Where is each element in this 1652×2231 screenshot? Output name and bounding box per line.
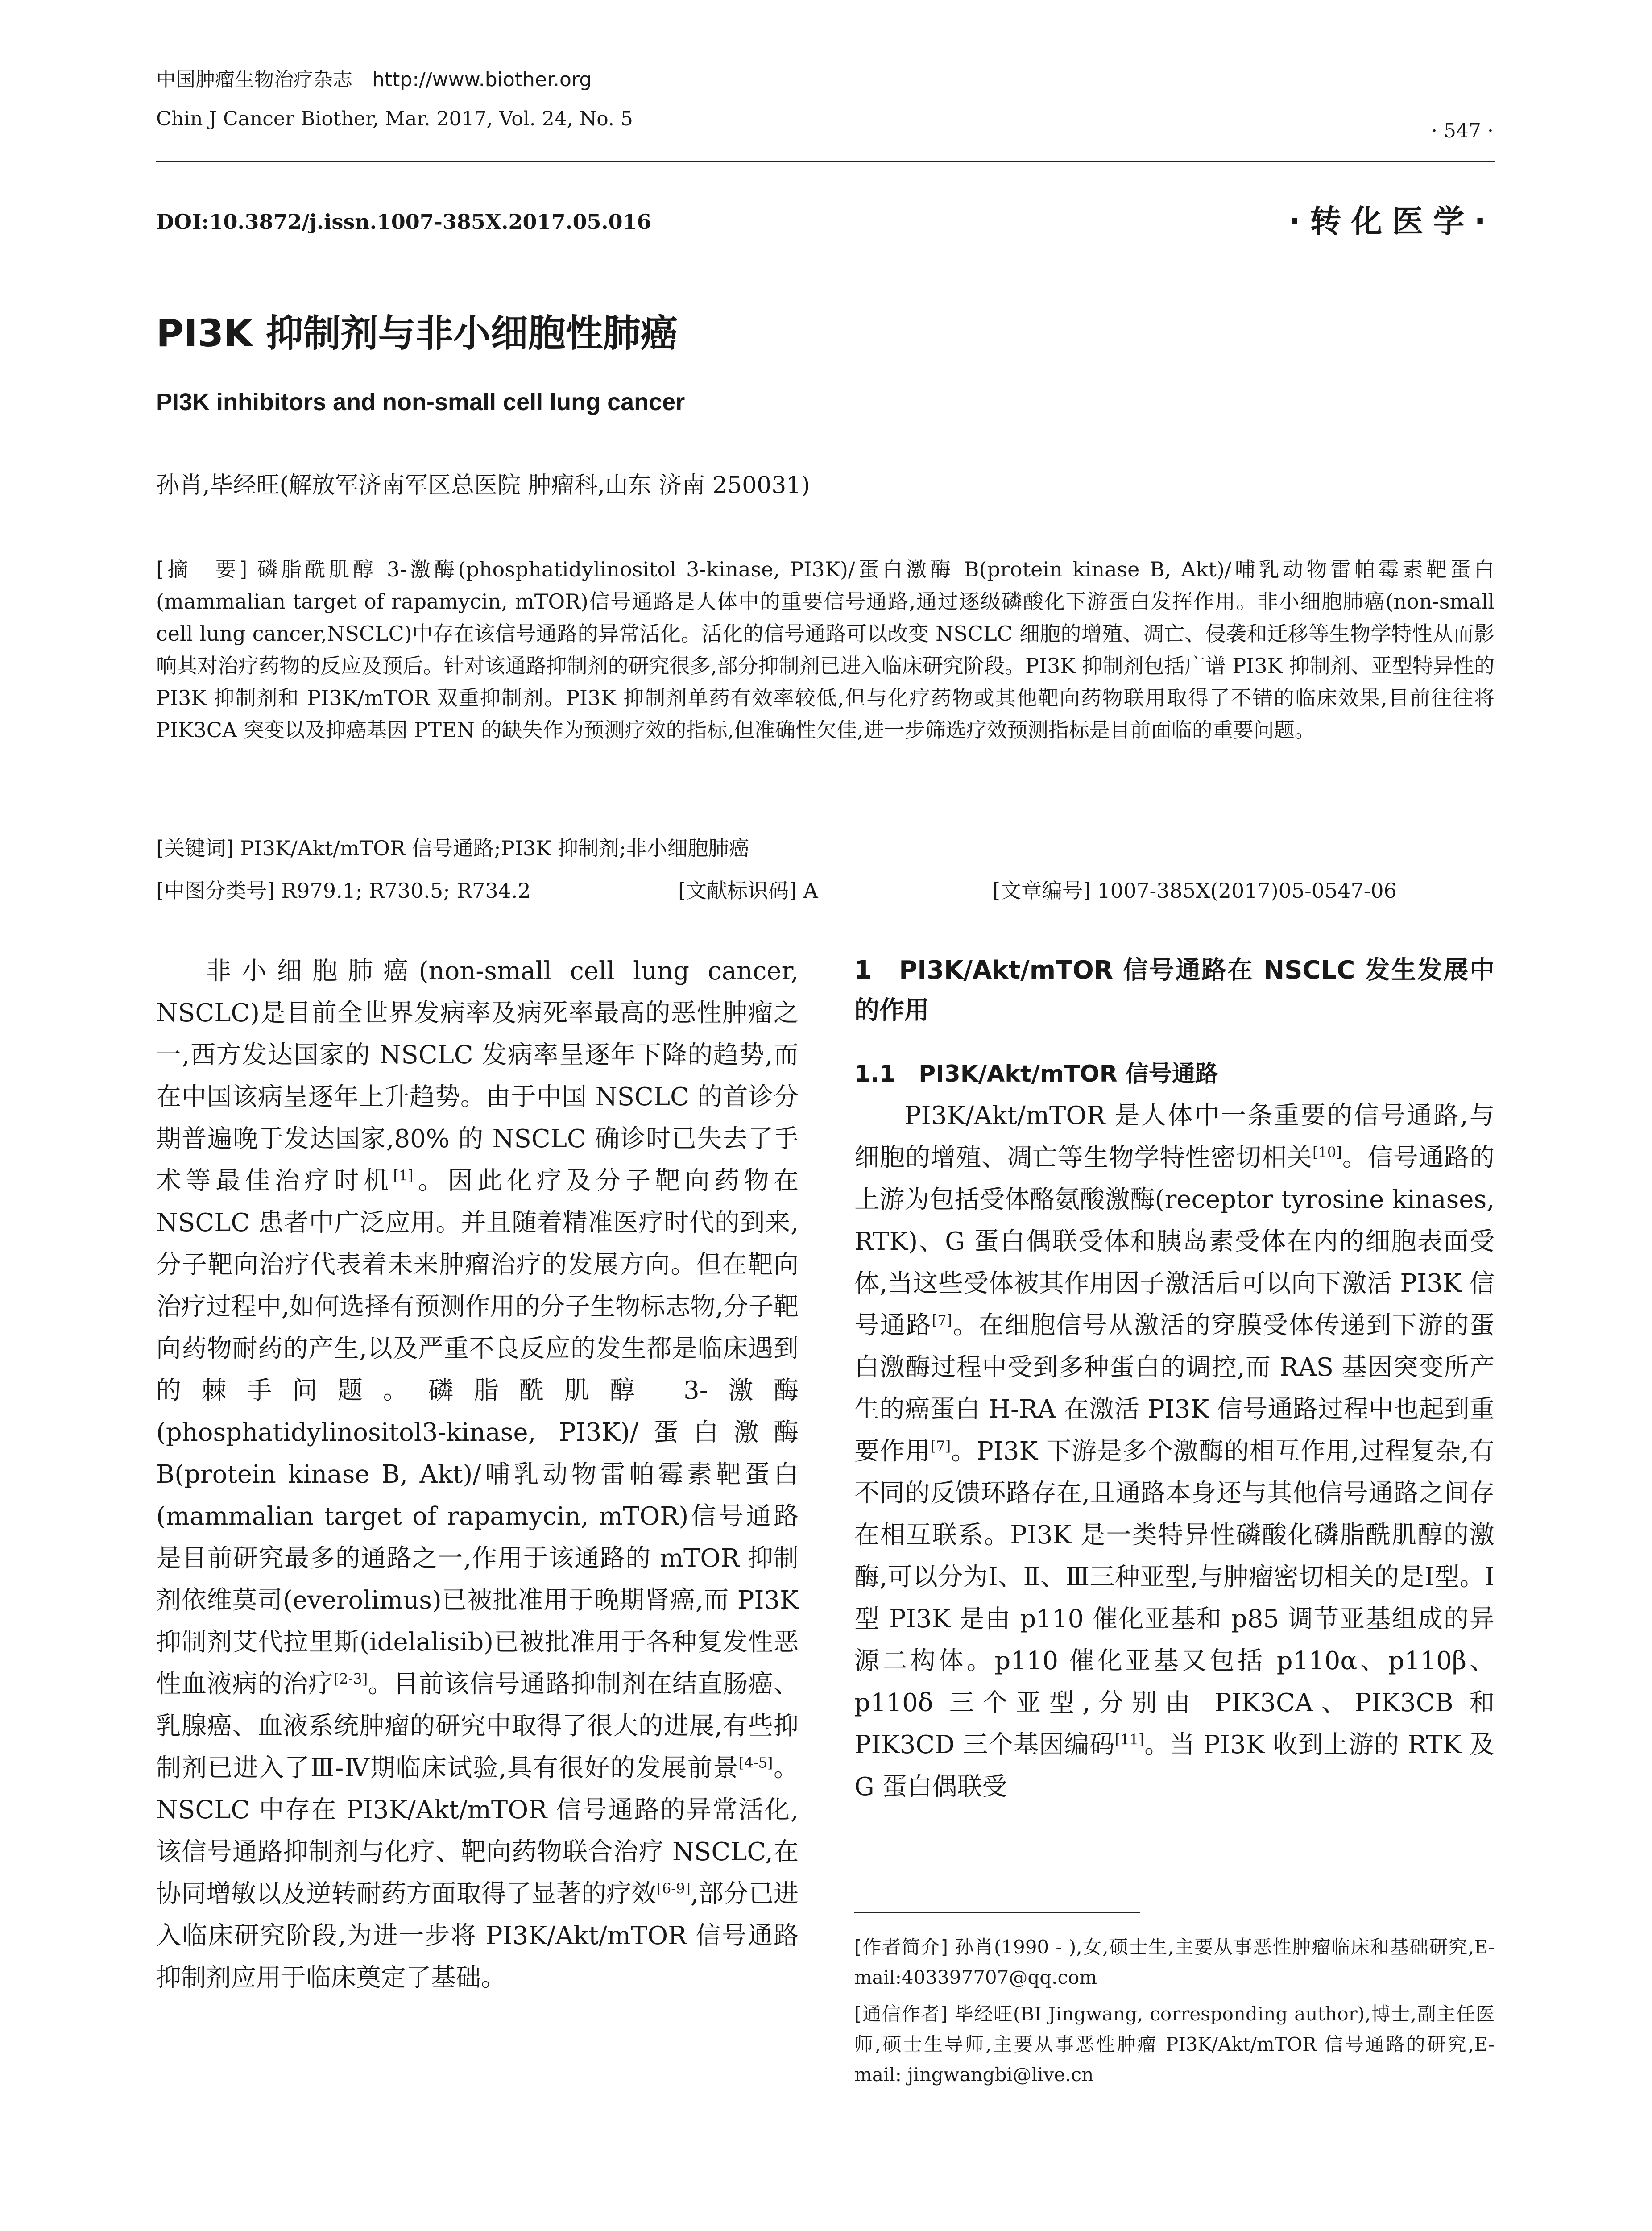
citation: [1] [393, 1167, 414, 1184]
clc-label: [中图分类号] [156, 879, 275, 903]
abstract-text: 磷脂酰肌醇 3-激酶(phosphatidylinositol 3-kinase, PI3K)/蛋白激酶 B(protein kinase B, Akt)/哺乳动物雷帕霉素靶蛋白(mammalian target of rapamycin, mTOR)信号通路是人体中的重要信号通路,通过逐级磷酸化下游蛋白发挥作用。非小细胞肺癌(non-small cell lung cancer,NSCLC)中存在该信号通路的异常活化。活化的信号通路可以改变 NSCLC 细胞的增殖、凋亡、侵袭和迁移等生物学特性从而影响其对治疗药物的反应及预后。针对该通路抑制剂的研究很多,部分抑制剂已进入临床研究阶段。PI3K 抑制剂包括广谱 PI3K 抑制剂、亚型特异性的 PI3K 抑制剂和 PI3K/mTOR 双重抑制剂。PI3K 抑制剂单药有效率较低,但与化疗药物或其他靶向药物联用取得了不错的临床效果,目前往往将 PIK3CA 突变以及抑癌基因 PTEN 的缺失作为预测疗效的指标,但准确性欠佳,进一步筛选疗效预测指标是目前面临的重要问题。 [156, 557, 1495, 742]
intro-paragraph [156, 950, 799, 1999]
citation: [7] [930, 1437, 951, 1455]
doc-code-field [678, 875, 818, 907]
section-text: 。在细胞信号从激活的穿膜受体传递到下游的蛋白激酶过程中受到多种蛋白的调控,而 RAS 基因突变所产生的癌蛋白 H-RA 在激活 PI3K 信号通路过程中也起到重要作用 [854, 1311, 1495, 1466]
keywords-label: [关键词] [156, 836, 234, 860]
corresponding-author [854, 1999, 1495, 2090]
title-english: PI3K inhibitors and non-small cell lung cancer [156, 389, 685, 415]
corresponding-author-label: [通信作者] [854, 2003, 948, 2025]
section-text: PI3K/Akt/mTOR 是人体中一条重要的信号通路,与细胞的增殖、凋亡等生物学特性密切相关 [854, 1101, 1495, 1172]
citation: [6-9] [656, 1880, 691, 1897]
article-number-field [993, 875, 1397, 907]
footnote-rule [854, 1912, 1140, 1913]
citation: [4-5] [738, 1754, 773, 1771]
footnotes [854, 1932, 1495, 2096]
intro-text: 非小细胞肺癌(non-small cell lung cancer, NSCLC)是目前全世界发病率及病死率最高的恶性肿瘤之一,西方发达国家的 NSCLC 发病率呈逐年下降的趋势,而在中国该病呈逐年上升趋势。由于中国 NSCLC 的首诊分期普遍晚于发达国家,80% 的 NSCLC 确诊时已失去了手术等最佳治疗时机 [156, 957, 799, 1195]
title-chinese: PI3K 抑制剂与非小细胞性肺癌 [156, 311, 678, 355]
author-bio-label: [作者简介] [854, 1936, 948, 1958]
citation: [11] [1114, 1731, 1144, 1748]
page-number: · 547 · [1431, 120, 1494, 142]
header-rule [156, 161, 1495, 162]
abstract [156, 553, 1495, 746]
author-bio [854, 1932, 1495, 1993]
abstract-label: [摘 要] [156, 557, 248, 581]
clc-field [156, 875, 531, 907]
section-heading-1-1: 1.1 PI3K/Akt/mTOR 信号通路 [854, 1061, 1218, 1087]
corresponding-author-text: 毕经旺(BI Jingwang, corresponding author),博士,副主任医师,硕士生导师,主要从事恶性肿瘤 PI3K/Akt/mTOR 信号通路的研究,E-mail: jingwangbi@live.cn [854, 2003, 1495, 2086]
keywords-text: PI3K/Akt/mTOR 信号通路;PI3K 抑制剂;非小细胞肺癌 [240, 836, 749, 860]
section-text: 。PI3K 下游是多个激酶的相互作用,过程复杂,有不同的反馈环路存在,且通路本身还与其他信号通路之间存在相互联系。PI3K 是一类特异性磷酸化磷脂酰肌醇的激酶,可以分为Ⅰ、Ⅱ、Ⅲ三种亚型,与肿瘤密切相关的是Ⅰ型。Ⅰ型 PI3K 是由 p110 催化亚基和 p85 调节亚基组成的异源二构体。p110 催化亚基又包括 p110α、p110β、p110δ 三个亚型,分别由 PIK3CA、PIK3CB 和 PIK3CD 三个基因编码 [854, 1437, 1495, 1759]
author-affiliation: 孙肖,毕经旺(解放军济南军区总医院 肿瘤科,山东 济南 250031) [156, 472, 810, 499]
journal-citation-en: Chin J Cancer Biother, Mar. 2017, Vol. 24, No. 5 [156, 108, 633, 130]
intro-text: 。目前该信号通路抑制剂在结直肠癌、乳腺癌、血液系统肿瘤的研究中取得了很大的进展,有些抑制剂已进入了Ⅲ-Ⅳ期临床试验,具有很好的发展前景 [156, 1670, 799, 1783]
section-text: 。信号通路的上游为包括受体酪氨酸激酶(receptor tyrosine kinases, RTK)、G 蛋白偶联受体和胰岛素受体在内的细胞表面受体,当这些受体被其作用因子激活后可以向下激活 PI3K 信号通路 [854, 1143, 1495, 1340]
citation: [7] [932, 1311, 952, 1329]
doc-code-value: A [803, 879, 818, 903]
section-paragraph [854, 1095, 1495, 1808]
section-heading-1: 1 PI3K/Akt/mTOR 信号通路在 NSCLC 发生发展中的作用 [854, 956, 1495, 1025]
section-text: 。当 PI3K 收到上游的 RTK 及 G 蛋白偶联受 [854, 1730, 1495, 1801]
classification-row [156, 875, 1495, 907]
intro-text: 。因此化疗及分子靶向药物在 NSCLC 患者中广泛应用。并且随着精准医疗时代的到来,分子靶向治疗代表着未来肿瘤治疗的发展方向。但在靶向治疗过程中,如何选择有预测作用的分子生物标志物,分子靶向药物耐药的产生,以及严重不良反应的发生都是临床遇到的棘手问题。磷脂酰肌醇 3-激酶(phosphatidylinositol3-kinase, PI3K)/蛋白激酶 B(protein kinase B, Akt)/哺乳动物雷帕霉素靶蛋白(mammalian target of rapamycin, mTOR)信号通路是目前研究最多的通路之一,作用于该通路的 mTOR 抑制剂依维莫司(everolimus)已被批准用于晚期肾癌,而 PI3K 抑制剂艾代拉里斯(idelalisib)已被批准用于各种复发性恶性血液病的治疗 [156, 1166, 799, 1699]
keywords [156, 832, 1495, 864]
doc-code-label: [文献标识码] [678, 879, 797, 903]
doi[interactable]: DOI:10.3872/j.issn.1007-385X.2017.05.016 [156, 210, 651, 234]
clc-value: R979.1; R730.5; R734.2 [281, 879, 531, 903]
article-number-label: [文章编号] [993, 879, 1091, 903]
citation: [2-3] [333, 1670, 368, 1688]
intro-text: 。NSCLC 中存在 PI3K/Akt/mTOR 信号通路的异常活化,该信号通路抑制剂与化疗、靶向药物联合治疗 NSCLC,在协同增敏以及逆转耐药方面取得了显著的疗效 [156, 1754, 799, 1908]
body-right-column [854, 950, 1495, 1808]
journal-name-cn: 中国肿瘤生物治疗杂志 http://www.biother.org [156, 68, 592, 91]
article-number-value: 1007-385X(2017)05-0547-06 [1097, 879, 1397, 903]
column-tag: ·转化医学· [1288, 203, 1496, 240]
body-left-column [156, 950, 799, 1999]
author-bio-text: 孙肖(1990 - ),女,硕士生,主要从事恶性肿瘤临床和基础研究,E-mail:403397707@qq.com [854, 1936, 1495, 1988]
intro-text: ,部分已进入临床研究阶段,为进一步将 PI3K/Akt/mTOR 信号通路抑制剂应用于临床奠定了基础。 [156, 1879, 799, 1992]
citation: [10] [1312, 1144, 1342, 1161]
